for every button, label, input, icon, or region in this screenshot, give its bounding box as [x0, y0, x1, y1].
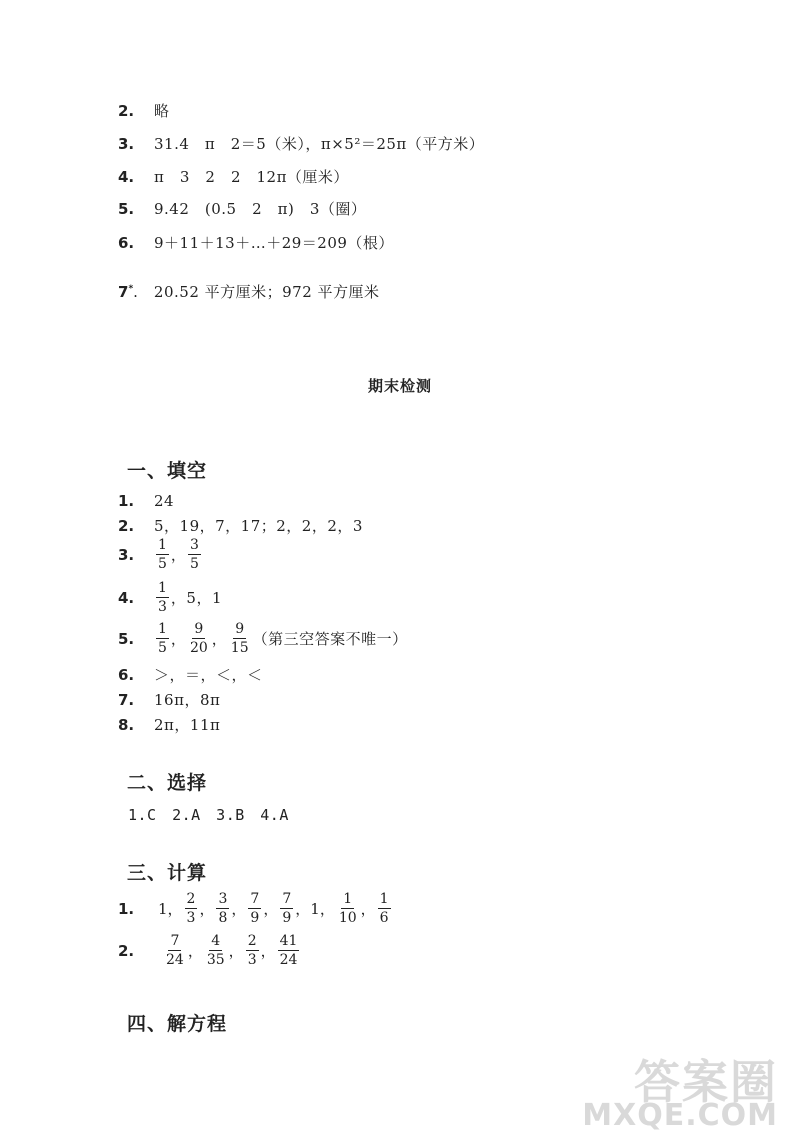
separator: ，1， [295, 900, 335, 918]
fill-item-1 [118, 492, 174, 510]
denominator: 5 [189, 556, 199, 572]
page-title: 期末检测 [367, 377, 432, 395]
answer-line-2 [118, 100, 170, 121]
fill-item-6 [118, 664, 263, 685]
fraction [280, 892, 293, 925]
separator: ， [211, 630, 227, 648]
answer-line-5 [118, 198, 366, 219]
denominator: 3 [186, 910, 196, 926]
numerator: 1 [158, 621, 167, 637]
choice-answers [128, 804, 289, 825]
item-number: 1. [118, 899, 135, 918]
item-text: ，5，1 [170, 589, 223, 607]
fraction [337, 892, 359, 925]
item-text: 9＋11＋13＋…＋29＝209（根） [154, 234, 394, 252]
item-text: 24 [154, 492, 175, 510]
denominator: 24 [166, 952, 184, 968]
fraction [216, 892, 229, 925]
item-text: . 20.52 平方厘米；972 平方厘米 [133, 283, 380, 301]
answer-line-4 [118, 166, 349, 187]
numerator: 3 [218, 891, 228, 907]
item-text: 9.42 (0.5 2 π) 3（圈） [154, 200, 367, 218]
numerator: 4 [211, 933, 221, 949]
denominator: 15 [230, 640, 249, 656]
item-number: 4. [118, 588, 135, 607]
answer-line-3 [118, 133, 484, 154]
item-number: 2. [118, 101, 135, 120]
answer-line-7 [118, 281, 380, 302]
separator: ， [199, 900, 215, 918]
numerator: 2 [247, 933, 257, 949]
numerator: 9 [194, 621, 204, 637]
item-number: 1. [118, 492, 135, 510]
item-number: 2. [118, 516, 135, 535]
numerator: 1 [343, 891, 353, 907]
denominator: 3 [247, 952, 257, 968]
numerator: 7 [250, 891, 260, 907]
item-number: 4. [118, 167, 135, 186]
item-number: 3. [118, 134, 135, 153]
denominator: 9 [282, 910, 292, 926]
watermark-logo: 答案圈 [634, 1055, 778, 1109]
numerator: 3 [189, 537, 199, 553]
fraction [378, 892, 391, 925]
fraction [278, 934, 300, 967]
separator: ， [263, 900, 279, 918]
item-text: 1， [158, 900, 183, 918]
fraction [188, 538, 201, 571]
calc-item-1 [118, 892, 393, 925]
item-text: 1.C 2.A 3.B 4.A [128, 806, 289, 824]
item-text: π 3 2 2 12π（厘米） [154, 168, 349, 186]
separator: ， [187, 942, 203, 960]
separator: ， [170, 546, 186, 564]
section-heading-choice: 二、选择 [127, 772, 208, 794]
numerator: 7 [170, 933, 180, 949]
numerator: 1 [158, 580, 167, 596]
fraction [164, 934, 186, 967]
watermark-url: MXQE.COM [582, 1098, 778, 1133]
numerator: 1 [379, 891, 389, 907]
calc-item-2 [118, 934, 301, 967]
separator: ， [228, 942, 244, 960]
fraction [229, 622, 251, 655]
denominator: 6 [379, 910, 389, 926]
item-number: 7. [118, 690, 135, 709]
item-text: ＞，＝，＜，＜ [154, 666, 263, 684]
item-text: 2π，11π [154, 716, 221, 734]
denominator: 10 [338, 910, 357, 926]
fraction [246, 934, 259, 967]
item-text: 5，19，7，17；2，2，2，3 [154, 517, 363, 535]
item-number: 3. [118, 545, 135, 564]
section-heading-calc: 三、计算 [127, 862, 208, 884]
denominator: 3 [158, 599, 167, 615]
denominator: 20 [189, 640, 208, 656]
numerator: 1 [158, 537, 167, 553]
denominator: 9 [250, 910, 260, 926]
fill-item-7 [118, 689, 220, 710]
fraction [156, 622, 169, 655]
fraction [156, 581, 169, 614]
denominator: 5 [158, 556, 167, 572]
fill-item-2 [118, 515, 363, 536]
item-number: 5. [118, 199, 135, 218]
section-heading-fill: 一、填空 [127, 460, 208, 482]
fraction [185, 892, 198, 925]
fraction [248, 892, 261, 925]
fill-item-8 [118, 714, 220, 735]
separator: ， [260, 942, 276, 960]
denominator: 24 [279, 952, 298, 968]
item-number-text: 7 [118, 282, 129, 301]
numerator: 7 [282, 891, 292, 907]
answer-line-6 [118, 232, 394, 253]
denominator: 8 [218, 910, 228, 926]
item-number: 6. [118, 233, 135, 252]
note-text: （第三空答案不唯一） [252, 630, 408, 648]
star-mark: * [128, 283, 134, 294]
fill-item-4 [118, 581, 222, 614]
denominator: 5 [158, 640, 167, 656]
item-number: 6. [118, 665, 135, 684]
fraction [205, 934, 227, 967]
fraction [188, 622, 210, 655]
numerator: 41 [279, 933, 298, 949]
fill-item-5 [118, 622, 408, 655]
numerator: 9 [235, 621, 245, 637]
numerator: 2 [186, 891, 196, 907]
section-heading-equation: 四、解方程 [127, 1013, 228, 1035]
item-text: 31.4 π 2＝5（米），π×5²＝25π（平方米） [154, 135, 485, 153]
fill-item-3 [118, 538, 203, 571]
separator: ， [231, 900, 247, 918]
item-number: 8. [118, 715, 135, 734]
separator: ， [170, 630, 186, 648]
item-number: 5. [118, 629, 135, 648]
separator: ， [360, 900, 376, 918]
item-number: 2. [118, 941, 135, 960]
item-text: 16π，8π [154, 691, 221, 709]
denominator: 35 [206, 952, 225, 968]
item-number [118, 283, 133, 301]
fraction [156, 538, 169, 571]
item-text: 略 [154, 102, 170, 120]
